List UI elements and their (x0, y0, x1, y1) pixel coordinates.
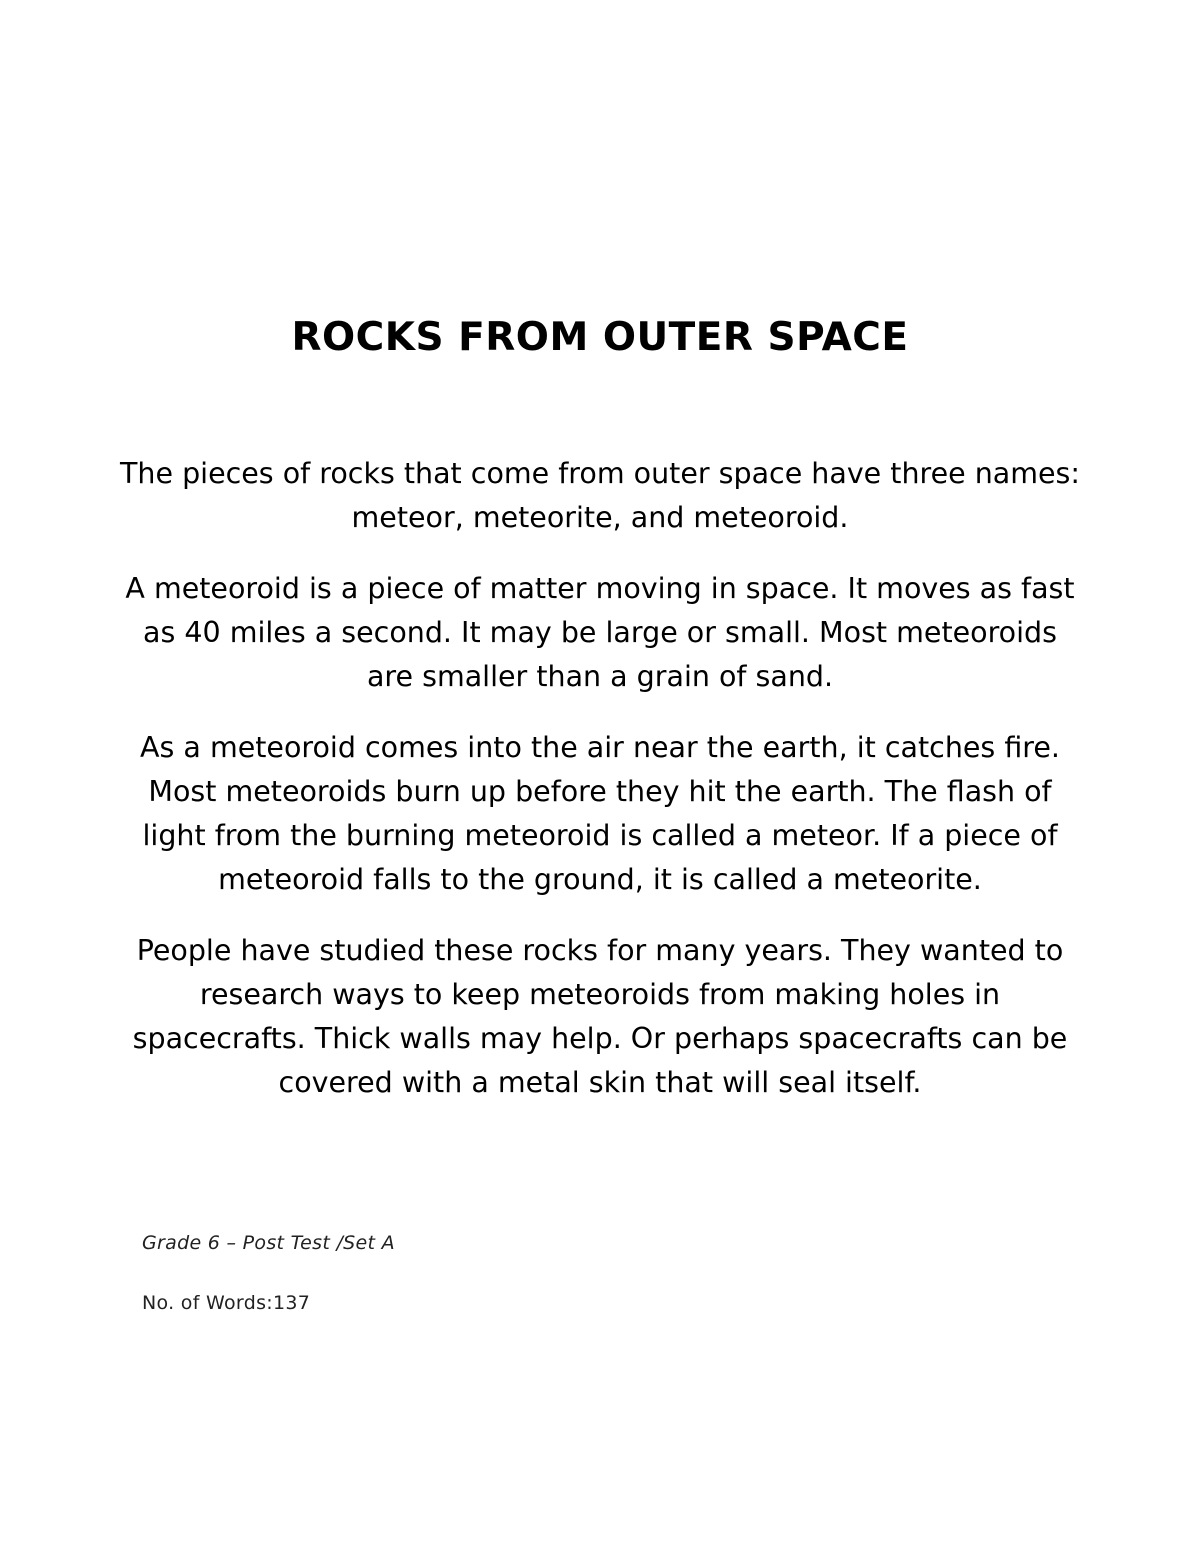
document-title: ROCKS FROM OUTER SPACE (291, 315, 909, 360)
paragraph-meteor: As a meteoroid comes into the air near the earth, it catches fire. Most meteoroids burn up before they hit the earth. The flash of light from the burning meteoroid is called a meteor. If a piece of meteoroid falls to the ground, it is called a meteorite. (140, 731, 1060, 896)
paragraph-research: People have studied these rocks for many years. They wanted to research ways to keep meteoroids from making holes in spacecrafts. Thick walls may help. Or perhaps spacecrafts can be covered with a metal skin that will seal itself. (132, 934, 1068, 1099)
document-body (120, 452, 1080, 1132)
word-count-label: No. of Words:137 (142, 1292, 311, 1314)
grade-set-label: Grade 6 – Post Test /Set A (142, 1232, 395, 1254)
paragraph-meteoroid: A meteoroid is a piece of matter moving in space. It moves as fast as 40 miles a second. It may be large or small. Most meteoroids are smaller than a grain of sand. (125, 572, 1075, 693)
paragraph-intro: The pieces of rocks that come from outer space have three names: meteor, meteorite, and meteoroid. (120, 457, 1081, 534)
